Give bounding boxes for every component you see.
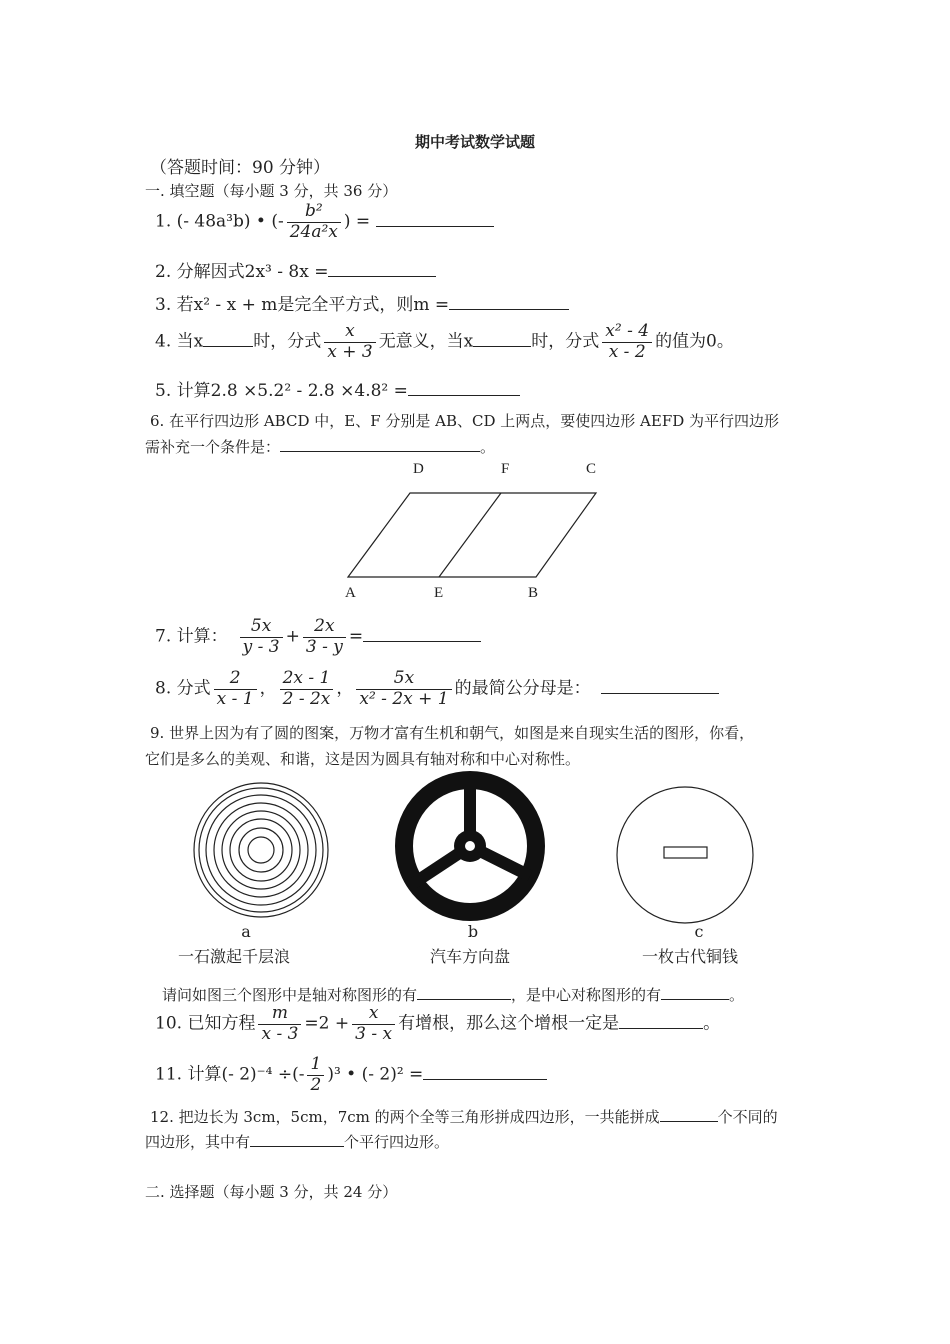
question-9-line-1: 9. 世界上因为有了圆的图案，万物才富有生机和朝气，如图是来自现实生活的图形，你看，	[150, 724, 755, 742]
figure-a-letter: a	[241, 922, 251, 941]
q3-answer-blank[interactable]	[449, 295, 569, 310]
q4-part-b: 时，分式	[253, 331, 322, 352]
q1-answer-blank[interactable]	[376, 212, 494, 227]
q8-prefix: 8. 分式	[155, 678, 211, 699]
q12-line2-part-a: 四边形，其中有	[145, 1133, 251, 1151]
question-4	[155, 322, 734, 362]
q8-f1-denominator: x - 1	[214, 689, 257, 710]
page-title: 期中考试数学试题	[414, 133, 535, 151]
question-11	[155, 1055, 547, 1095]
q10-f2-numerator: x	[368, 1003, 379, 1023]
q8-comma-2: ，	[336, 678, 354, 699]
q4-f2-numerator: x² - 4	[605, 321, 650, 341]
q7-answer-blank[interactable]	[363, 627, 481, 642]
q11-numerator: 1	[310, 1054, 322, 1074]
q9-ask-part-a: 请问如图三个图形中是轴对称图形的有	[162, 986, 418, 1004]
q3-text: 3. 若x² - x + m是完全平方式，则m =	[155, 295, 450, 315]
parallelogram-abcd	[348, 493, 596, 577]
figure-c-caption: 一枚古代铜钱	[641, 947, 738, 966]
q8-f2-numerator: 2x - 1	[282, 668, 331, 688]
q4-f2-denominator: x - 2	[602, 342, 652, 363]
q7-equals: =	[348, 626, 364, 647]
q6-answer-blank[interactable]	[280, 439, 480, 452]
q8-f3-denominator: x² - 2x + 1	[356, 689, 451, 710]
question-6-line-1: 6. 在平行四边形 ABCD 中，E、F 分别是 AB、CD 上两点，要使四边形 AEFD 为平行四边形	[150, 412, 780, 430]
q10-end: 。	[703, 1013, 721, 1034]
question-12-line-1	[150, 1106, 778, 1127]
figure-a-caption: 一石激起千层浪	[177, 947, 290, 966]
question-9-ask	[162, 984, 744, 1005]
q10-suffix: 有增根，那么这个增根一定是	[398, 1013, 620, 1034]
q9-blank-axial[interactable]	[417, 987, 511, 1000]
segment-ef	[439, 493, 501, 577]
q5-answer-blank[interactable]	[408, 381, 520, 396]
question-1	[155, 202, 494, 242]
q7-plus: +	[285, 626, 300, 647]
figure-c-ancient-coin	[617, 787, 753, 923]
q7-fraction-1	[240, 617, 283, 657]
q4-blank-2[interactable]	[473, 332, 531, 347]
q7-f1-denominator: y - 3	[240, 637, 283, 658]
q1-numerator: b²	[304, 201, 323, 221]
q7-prefix: 7. 计算：	[155, 626, 228, 647]
label-f: F	[501, 461, 510, 477]
q10-mid: =2 +	[304, 1013, 350, 1034]
figure-b-letter: b	[467, 922, 479, 941]
q4-f1-denominator: x + 3	[324, 342, 375, 363]
figure-c-letter: c	[694, 922, 704, 941]
question-12-line-2	[145, 1131, 449, 1152]
label-a: A	[345, 585, 356, 601]
section-2-heading: 二. 选择题（每小题 3 分，共 24 分）	[145, 1183, 398, 1201]
q10-answer-blank[interactable]	[619, 1014, 703, 1029]
question-10	[155, 1004, 720, 1044]
q5-text: 5. 计算2.8 ×5.2² - 2.8 ×4.8² =	[155, 381, 408, 401]
question-8	[155, 669, 719, 709]
q10-fraction-1	[258, 1004, 301, 1044]
q8-f2-denominator: 2 - 2x	[280, 689, 334, 710]
q7-f2-denominator: 3 - y	[303, 637, 346, 658]
q4-fraction-1	[324, 322, 375, 362]
q4-part-c: 无意义，当x	[378, 331, 474, 352]
q1-suffix: ) =	[343, 211, 371, 232]
q1-prefix: 1. (- 48a³b) • (-	[155, 211, 284, 232]
label-d: D	[413, 461, 424, 477]
q8-f3-numerator: 5x	[393, 668, 415, 688]
q9-ask-part-c: 。	[729, 986, 745, 1004]
q12-line1-part-b: 个不同的	[717, 1108, 778, 1126]
q4-blank-1[interactable]	[203, 332, 253, 347]
q4-part-a: 4. 当x	[155, 331, 204, 352]
label-b: B	[528, 585, 539, 601]
q8-fraction-2	[280, 669, 334, 709]
figure-b-steering-wheel	[404, 780, 536, 912]
q11-fraction	[307, 1055, 324, 1095]
q10-f1-denominator: x - 3	[258, 1024, 301, 1045]
q11-prefix: 11. 计算(- 2)⁻⁴ ÷(-	[155, 1064, 305, 1085]
time-note: （答题时间：90 分钟）	[150, 158, 331, 178]
label-c: C	[586, 461, 597, 477]
question-9-line-2: 它们是多么的美观、和谐，这是因为圆具有轴对称和中心对称性。	[145, 750, 581, 768]
question-7	[155, 617, 481, 657]
q10-prefix: 10. 已知方程	[155, 1013, 256, 1034]
q4-fraction-2	[602, 322, 652, 362]
q11-answer-blank[interactable]	[423, 1065, 547, 1080]
q8-fraction-3	[356, 669, 451, 709]
q9-ask-part-b: ，是中心对称图形的有	[511, 986, 662, 1004]
q4-part-e: 的值为0。	[655, 331, 734, 352]
q7-f1-numerator: 5x	[250, 616, 272, 636]
q8-comma-1: ，	[259, 678, 277, 699]
q11-denominator: 2	[307, 1075, 324, 1096]
q12-line2-part-b: 个平行四边形。	[344, 1133, 450, 1151]
question-5	[155, 376, 520, 401]
q9-blank-central[interactable]	[661, 987, 729, 1000]
q6-end: 。	[480, 438, 496, 456]
q1-denominator: 24a²x	[287, 222, 341, 243]
q10-f1-numerator: m	[271, 1003, 288, 1023]
q4-part-d: 时，分式	[531, 331, 600, 352]
q7-fraction-2	[303, 617, 346, 657]
q8-fraction-1	[214, 669, 257, 709]
q7-f2-numerator: 2x	[314, 616, 335, 636]
question-6-line-2	[145, 436, 495, 457]
q4-f1-numerator: x	[345, 321, 355, 341]
question-3	[155, 290, 569, 315]
q2-text: 2. 分解因式2x³ - 8x =	[155, 262, 329, 282]
q8-suffix: 的最简公分母是：	[454, 678, 591, 699]
q12-line1-part-a: 12. 把边长为 3cm，5cm，7cm 的两个全等三角形拼成四边形，一共能拼成	[150, 1108, 660, 1126]
figure-b-caption: 汽车方向盘	[429, 947, 510, 966]
q1-fraction	[287, 202, 341, 242]
section-1-heading: 一. 填空题（每小题 3 分，共 36 分）	[145, 182, 398, 200]
q10-f2-denominator: 3 - x	[352, 1024, 395, 1045]
q12-blank-parallelograms[interactable]	[250, 1134, 344, 1147]
q11-suffix: )³ • (- 2)² =	[327, 1064, 424, 1085]
q8-answer-blank[interactable]	[601, 679, 719, 694]
q2-answer-blank[interactable]	[328, 262, 436, 277]
question-2	[155, 257, 436, 282]
q8-f1-numerator: 2	[229, 668, 241, 688]
label-e: E	[434, 585, 444, 601]
q10-fraction-2	[352, 1004, 395, 1044]
q12-blank-count[interactable]	[660, 1109, 718, 1122]
figure-a-concentric-circles	[194, 783, 328, 917]
q6-prompt: 需补充一个条件是：	[145, 438, 281, 456]
